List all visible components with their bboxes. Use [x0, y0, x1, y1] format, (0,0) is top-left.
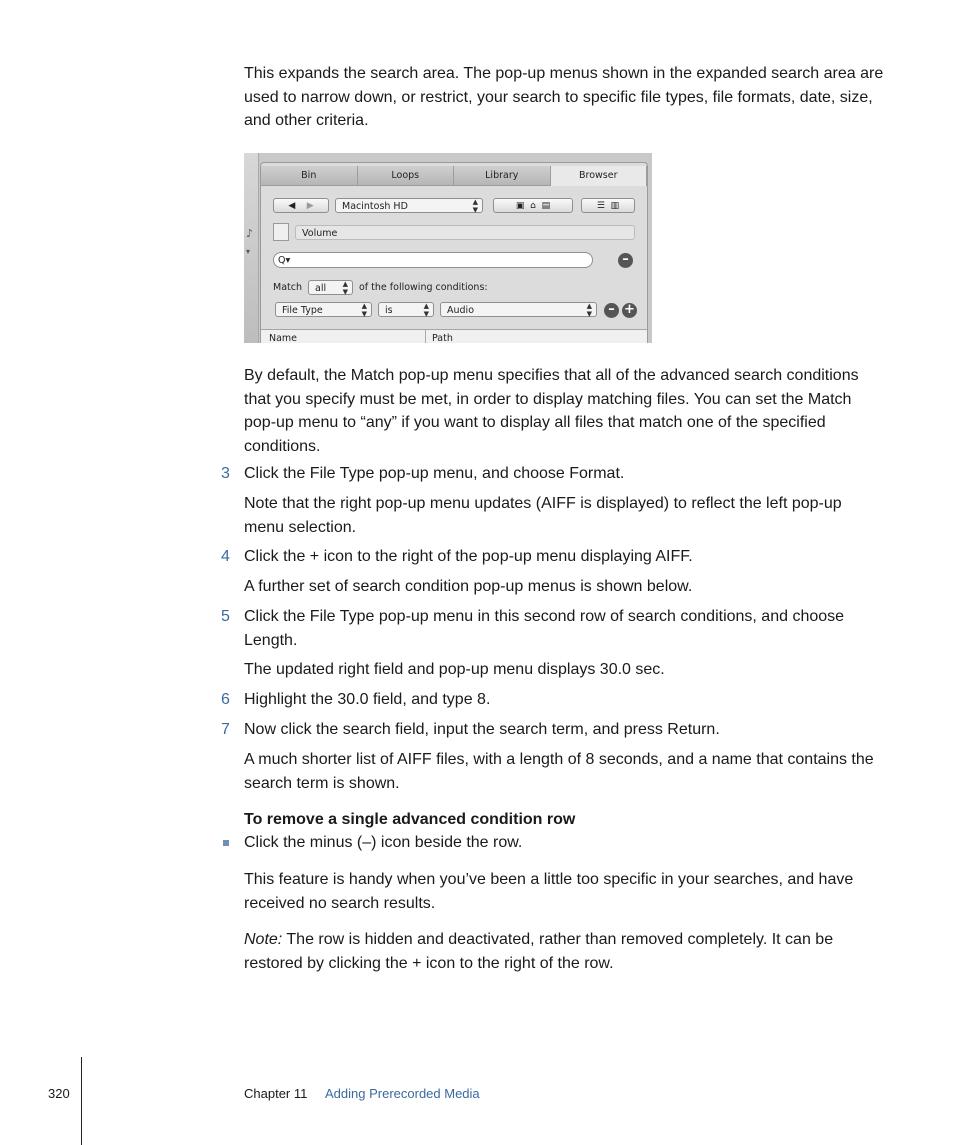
- step-number: 3: [221, 465, 230, 482]
- updown-arrows-icon: ▲ ▼: [423, 302, 429, 318]
- step-text: Highlight the 30.0 field, and type 8.: [244, 691, 491, 708]
- tab-library[interactable]: Library: [454, 166, 551, 186]
- column-name-header[interactable]: Name: [269, 333, 298, 343]
- bullet-icon: [223, 840, 229, 846]
- browser-screenshot: [244, 153, 652, 343]
- page-number: 320: [48, 1086, 70, 1101]
- browser-panel: [260, 162, 648, 343]
- volume-column: [295, 225, 635, 240]
- results-header: [261, 329, 647, 343]
- file-type-label: File Type: [282, 305, 323, 316]
- match-label: Match: [273, 282, 302, 293]
- file-type-menu[interactable]: [275, 302, 372, 317]
- updown-arrows-icon: ▲ ▼: [472, 198, 478, 214]
- bullet-text: Click the minus (–) icon beside the row.: [244, 834, 523, 851]
- remove-condition-button[interactable]: –: [604, 303, 619, 318]
- column-divider: [425, 330, 426, 343]
- step-number: 7: [221, 721, 230, 738]
- updown-arrows-icon: ▲ ▼: [361, 302, 367, 318]
- updown-arrows-icon: ▲ ▼: [586, 302, 592, 318]
- updown-arrows-icon: ▲ ▼: [342, 280, 348, 296]
- volume-label: Volume: [302, 228, 338, 239]
- operator-menu[interactable]: [378, 302, 434, 317]
- step3-note: Note that the right pop-up menu updates (AIFF is displayed) to reflect the left pop-up menu selection.: [244, 495, 842, 536]
- search-field[interactable]: [273, 252, 593, 268]
- value-menu[interactable]: [440, 302, 597, 317]
- column-path-header[interactable]: Path: [432, 333, 453, 343]
- list-column-toggle[interactable]: ☰ ▥: [581, 198, 635, 213]
- location-menu[interactable]: [335, 198, 483, 213]
- document-icon: [273, 223, 289, 241]
- default-match-paragraph: By default, the Match pop-up menu specifies that all of the advanced search conditions that you specify must be met, in order to display matching files. You can set the Match pop-up menu to “any” if you want to display all files that match one of the specified conditions.: [244, 367, 859, 455]
- collapse-search-button[interactable]: –: [618, 253, 633, 268]
- back-forward-buttons[interactable]: ◀ ▶: [273, 198, 329, 213]
- note-icon: ♪: [246, 227, 254, 240]
- operator-label: is: [385, 305, 393, 316]
- add-condition-button[interactable]: +: [622, 303, 637, 318]
- conditions-label: of the following conditions:: [359, 282, 488, 293]
- step4-note: A further set of search condition pop-up menus is shown below.: [244, 578, 693, 595]
- handy-paragraph: This feature is handy when you’ve been a little too specific in your searches, and have received no search results.: [244, 871, 854, 912]
- footer-rule: [81, 1057, 82, 1145]
- location-menu-label: Macintosh HD: [342, 201, 408, 212]
- step-text: Click the File Type pop-up menu, and choose Format.: [244, 465, 625, 482]
- tab-browser[interactable]: Browser: [551, 166, 648, 186]
- note-label: Note:: [244, 931, 283, 948]
- footer-chapter-title: Adding Prerecorded Media: [325, 1086, 480, 1101]
- view-toolbar[interactable]: ▣ ⌂ ▤: [493, 198, 573, 213]
- note-text: The row is hidden and deactivated, rather than removed completely. It can be restored by clicking the + icon to the right of the row.: [244, 931, 834, 972]
- match-menu[interactable]: [308, 280, 353, 295]
- search-icon: Q▾: [278, 255, 291, 266]
- step-number: 4: [221, 548, 230, 565]
- tab-bin[interactable]: Bin: [261, 166, 358, 186]
- tab-loops[interactable]: Loops: [358, 166, 455, 186]
- step5-note: The updated right field and pop-up menu displays 30.0 sec.: [244, 661, 665, 678]
- value-label: Audio: [447, 305, 475, 316]
- tab-bar: [261, 166, 647, 186]
- step-text: Click the File Type pop-up menu in this second row of search conditions, and choose Length.: [244, 608, 845, 649]
- step-text: Click the + icon to the right of the pop-up menu displaying AIFF.: [244, 548, 693, 565]
- left-strip: [244, 153, 259, 343]
- footer-chapter: Chapter 11: [244, 1086, 308, 1101]
- step-number: 5: [221, 608, 230, 625]
- note-paragraph: [244, 928, 884, 975]
- step-text: Now click the search field, input the search term, and press Return.: [244, 721, 720, 738]
- intro-paragraph: This expands the search area. The pop-up menus shown in the expanded search area are used to narrow down, or restrict, your search to specific file types, file formats, date, size, and other criteria.: [244, 65, 884, 129]
- step7-note: A much shorter list of AIFF files, with a length of 8 seconds, and a name that contains the search term is shown.: [244, 751, 874, 792]
- match-value: all: [315, 283, 327, 294]
- down-arrow-icon: ▾: [246, 247, 251, 256]
- section-heading: To remove a single advanced condition row: [244, 811, 576, 828]
- step-number: 6: [221, 691, 230, 708]
